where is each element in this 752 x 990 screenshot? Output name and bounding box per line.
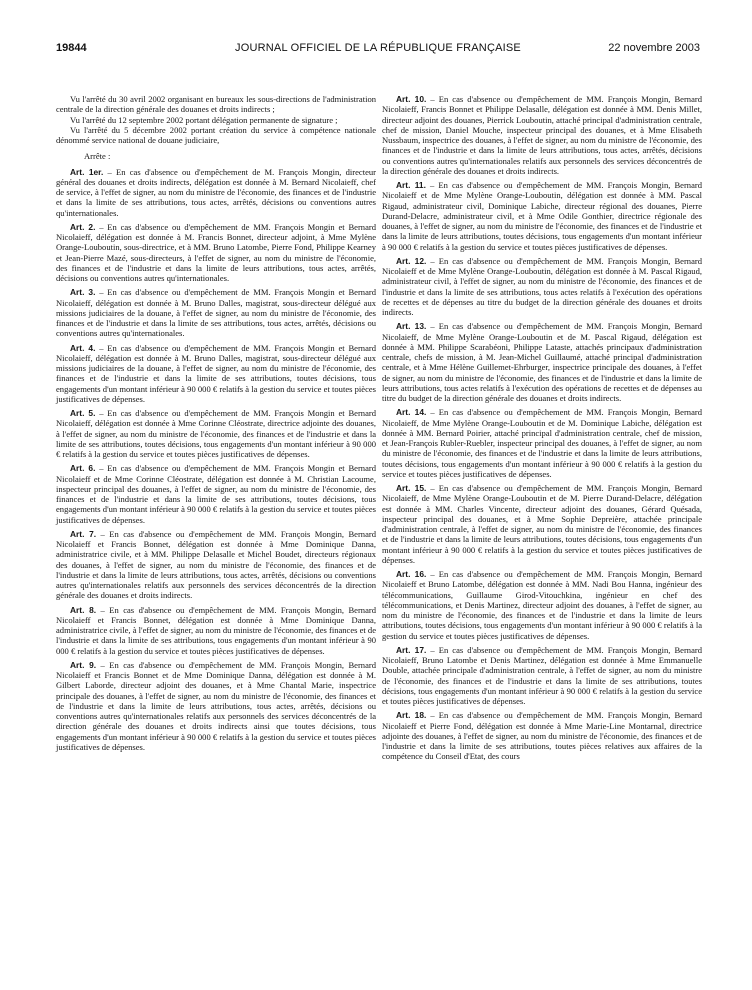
article-label: Art. 4. — [70, 342, 96, 353]
article-paragraph: Art. 18. – En cas d'absence ou d'empêchement de MM. François Mongin, Bernard Nicolaieff et Pierre Fond, délégation est donnée à Mme Marie-Line Montarnal, directrice adjointe des douanes, à l'effet de signer, au nom du ministre de l'économie, des finances et de l'industrie et dans la limite de ses attributions, toutes pièces relatives aux affaires de la compétence du Conseil d'Etat, des cours — [382, 710, 702, 762]
article-label: Art. 3. — [70, 287, 96, 298]
article-paragraph: Art. 17. – En cas d'absence ou d'empêchement de MM. François Mongin, Bernard Nicolaieff, Bruno Latombe et Denis Martinez, délégation est donnée à Mme Emmanuelle Double, attachée principale d'administration centrale, à l'effet de signer, au nom du ministre de l'économie, des finances et de l'industrie et dans la limite de ses attributions, toutes décisions, tous engagements d'un montant inférieur à 90 000 € relatifs à la gestion du service et toutes pièces justificatives de dépenses. — [382, 644, 702, 706]
article-paragraph: Art. 2. – En cas d'absence ou d'empêchement de MM. François Mongin et Bernard Nicolaieff, délégation est donnée à M. Francis Bonnet, directeur adjoint, à Mme Mylène Orange-Louboutin, sous-directrice, et à MM. Bruno Latombe, Pierre Fond, Philippe Kearney et Jean-Pierre Mazé, sous-directeurs, à l'effet de signer, au nom du ministre de l'économie, des finances et de l'industrie et dans la limite de leurs attributions, tous actes, arrêtés, décisions ou conventions autres qu'internationales. — [56, 221, 376, 283]
page-number: 19844 — [56, 42, 87, 54]
article-paragraph: Art. 11. – En cas d'absence ou d'empêchement de MM. François Mongin, Bernard Nicolaieff et de Mme Mylène Orange-Louboutin, délégation est donnée à MM. Pascal Rigaud, administrateur civil, Dominique Labiche, directeur régional des douanes, Pierre Durand-Delacre, administrateur civil, et à Mme Odile Gonthier, directrice régionale des douanes, à l'effet de signer, au nom du ministre de l'économie, des finances et de l'industrie et dans la limite de leurs attributions, toutes décisions, tous engagements d'un montant inférieur à 90 000 € relatifs à la gestion du service et toutes pièces justificatives de dépenses. — [382, 180, 702, 252]
article-label: Art. 17. — [396, 644, 427, 655]
article-paragraph: Art. 10. – En cas d'absence ou d'empêchement de MM. François Mongin, Bernard Nicolaieff, Francis Bonnet et Philippe Delasalle, délégation est donnée à MM. Denis Millet, directeur adjoint des douanes, Pierrick Louboutin, attaché principal d'administration centrale, chef de mission, Daniel Mouche, inspecteur principal des douanes, et à Mme Elisabeth Nussbaum, inspectrice des douanes, à l'effet de signer, au nom du ministre de l'économie, des finances et de l'industrie et dans la limite de leurs attributions, tous actes, arrêtés, décisions ou conventions autres qu'internationales relatifs aux personnels des services déconcentrés de la direction générale des douanes et droits indirects. — [382, 94, 702, 176]
visa-paragraph: Vu l'arrêté du 5 décembre 2002 portant création du service à compétence nationale dénommé service national de douane judiciaire, — [56, 124, 376, 145]
article-paragraph: Art. 12. – En cas d'absence ou d'empêchement de MM. François Mongin, Bernard Nicolaieff et de Mme Mylène Orange-Louboutin, délégation est donnée à M. Pascal Rigaud, administrateur civil, à l'effet de signer, au nom du ministre de l'économie, des finances et de l'industrie et dans la limite de ses attributions, tous actes relatifs à l'exécution des opérations de recettes et de dépenses au titre du budget de la direction générale des douanes et droits indirects. — [382, 255, 702, 317]
article-label: Art. 10. — [396, 94, 427, 104]
left-column — [56, 94, 376, 756]
visa-paragraph: Vu l'arrêté du 30 avril 2002 organisant en bureaux les sous-directions de l'administration centrale de la direction générale des douanes et droits indirects ; — [56, 94, 376, 115]
article-text: En cas d'absence ou d'empêchement de MM. François Mongin, Bernard Nicolaieff et de Mme Mylène Orange-Louboutin, délégation est donnée à M. Pascal Rigaud, administrateur civil, à l'effet de signer, au nom du ministre de l'économie, des finances et de l'industrie et dans la limite de ses attributions, tous actes relatifs à l'exécution des opérations de recettes et de dépenses au titre du budget de la direction générale des douanes et droits indirects. — [382, 255, 702, 317]
article-label: Art. 5. — [70, 408, 96, 418]
running-head — [56, 42, 700, 58]
article-label: Art. 1er. — [70, 166, 104, 177]
article-label: Art. 9. — [70, 659, 97, 670]
article-text: En cas d'absence ou d'empêchement de MM. François Mongin, Bernard Nicolaieff, de Mme Mylène Orange-Louboutin et de M. Pascal Rigaud, délégation est donnée à MM. Philippe Scarabéoni, Philippe Lataste, attachés principaux d'administration centrale, chefs de mission, à M. Jean-Michel Guillaumé, attaché principal d'administration centrale, et à Mme Hélène Guillemet-Ehrburger, inspectrice principale des douanes, à l'effet de signer, au nom du ministre de l'économie, des finances et de l'industrie et dans la limite de leurs attributions, tous actes relatifs à l'exécution des opérations de recettes et de dépenses au titre du budget de la direction générale des douanes et droits indirects. — [382, 321, 702, 403]
article-paragraph: Art. 5. – En cas d'absence ou d'empêchement de MM. François Mongin et Bernard Nicolaieff, délégation est donnée à Mme Corinne Cléostrate, directrice adjointe des douanes, à l'effet de signer, au nom du ministre de l'économie, des finances et de l'industrie et dans la limite de ses attributions, toutes décisions, tous engagements d'un montant inférieur à 90 000 € relatifs à la gestion du service et toutes pièces justificatives de dépenses. — [56, 408, 376, 459]
article-paragraph: Art. 14. – En cas d'absence ou d'empêchement de MM. François Mongin, Bernard Nicolaieff, de Mme Mylène Orange-Louboutin et de M. Dominique Labiche, délégation est donnée à MM. Bernard Poirier, attaché principal d'administration centrale, chef de mission, et Jean-François Rubler-Ruebler, inspecteur principal des douanes, à l'effet de signer, au nom du ministre de l'économie, des finances et de l'industrie et dans la limite de leurs attributions, toutes décisions, tous engagements d'un montant inférieur à 90 000 € relatifs à la gestion du service et toutes pièces justificatives de dépenses. — [382, 407, 702, 479]
article-text: En cas d'absence ou d'empêchement de MM. François Mongin, Bernard Nicolaieff et de Mme Mylène Orange-Louboutin, délégation est donnée à MM. Pascal Rigaud, administrateur civil, Dominique Labiche, directeur régional des douanes, Pierre Durand-Delacre, administrateur civil, et à Mme Odile Gonthier, directrice régionale des douanes, à l'effet de signer, au nom du ministre de l'économie, des finances et de l'industrie et dans la limite de leurs attributions, toutes décisions, tous engagements d'un montant inférieur à 90 000 € relatifs à la gestion du service et toutes pièces justificatives de dépenses. — [382, 180, 702, 252]
article-paragraph: Art. 3. – En cas d'absence ou d'empêchement de MM. François Mongin et Bernard Nicolaieff, délégation est donnée à M. Bruno Dalles, magistrat, sous-directeur délégué aux missions judiciaires de la douane, à l'effet de signer, au nom du ministre de l'économie, des finances et de l'industrie et dans la limite de ses attributions, tous actes, arrêtés, décisions ou conventions autres qu'internationales. — [56, 287, 376, 339]
article-paragraph: Art. 6. – En cas d'absence ou d'empêchement de MM. François Mongin et Bernard Nicolaieff et de Mme Corinne Cléostrate, délégation est donnée à M. Christian Lacoume, inspecteur principal des douanes, à l'effet de signer, au nom du ministre de l'économie, des finances et de l'industrie et dans la limite de ses attributions, toutes décisions, tous engagements d'un montant inférieur à 90 000 € relatifs à la gestion du service et toutes pièces justificatives de dépenses. — [56, 463, 376, 525]
article-label: Art. 6. — [70, 463, 96, 474]
right-column — [382, 94, 702, 766]
article-text: En cas d'absence ou d'empêchement de MM. François Mongin, Bernard Nicolaieff et Pierre Fond, délégation est donnée à Mme Marie-Line Montarnal, directrice adjointe des douanes, à l'effet de signer, au nom du ministre de l'économie, des finances et de l'industrie et dans la limite de ses attributions, toutes pièces relatives aux affaires de la compétence du Conseil d'Etat, des cours — [382, 710, 702, 762]
article-text: En cas d'absence ou d'empêchement de MM. François Mongin, Bernard Nicolaieff, de Mme Mylène Orange-Louboutin et de M. Dominique Labiche, délégation est donnée à MM. Bernard Poirier, attaché principal d'administration centrale, chef de mission, et Jean-François Rubler-Ruebler, inspecteur principal des douanes, à l'effet de signer, au nom du ministre de l'économie, des finances et de l'industrie et dans la limite de leurs attributions, toutes décisions, tous engagements d'un montant inférieur à 90 000 € relatifs à la gestion du service et toutes pièces justificatives de dépenses. — [382, 407, 702, 479]
article-text: En cas d'absence ou d'empêchement de MM. François Mongin et Bernard Nicolaieff, délégation est donnée à M. Bruno Dalles, magistrat, sous-directeur délégué aux missions judiciaires de la douane, à l'effet de signer, au nom du ministre de l'économie, des finances et de l'industrie et dans la limite de ses attributions, tous actes, arrêtés, décisions ou conventions autres qu'internationales. — [56, 287, 376, 339]
visa-paragraph: Vu l'arrêté du 12 septembre 2002 portant délégation permanente de signature ; — [70, 114, 338, 125]
article-paragraph: Art. 9. – En cas d'absence ou d'empêchement de MM. François Mongin, Bernard Nicolaieff et Francis Bonnet et de Mme Dominique Danna, délégation est donnée à M. Gilbert Laborde, directeur adjoint des douanes, et à Mme Chantal Marie, inspectrice principale des douanes, à l'effet de signer, au nom du ministre de l'économie, des finances et de l'industrie et dans la limite de leurs attributions, tous actes, arrêtés, décisions ou conventions autres qu'internationales relatifs aux personnels des services déconcentrés de la direction générale des douanes et droits indirects ainsi que toutes décisions, tous engagements d'un montant inférieur à 90 000 € relatifs à la gestion du service et toutes pièces justificatives de dépenses. — [56, 659, 376, 752]
article-label: Art. 15. — [396, 483, 427, 493]
article-text: En cas d'absence ou d'empêchement de MM. François Mongin et Bernard Nicolaieff, délégation est donnée à M. Bruno Dalles, magistrat, sous-directeur délégué aux missions judiciaires de la douane, à l'effet de signer, au nom du ministre de l'économie, des finances et de l'industrie et dans la limite de ses attributions, toutes décisions, tous engagements d'un montant inférieur à 90 000 € relatifs à la gestion du service et toutes pièces justificatives de dépenses. — [56, 342, 376, 404]
article-text: En cas d'absence ou d'empêchement de MM. François Mongin, Bernard Nicolaieff, de Mme Mylène Orange-Louboutin et de M. Pierre Durand-Delacre, délégation est donnée à MM. Charles Vincente, directeur adjoint des douanes, Gérard Quésada, inspecteur principal des douanes, et à Mme Sophie Depreière, attachée principale d'administration centrale, à l'effet de signer, au nom du ministre de l'économie, des finances et de l'industrie et dans la limite de leurs attributions, toutes décisions, tous engagements d'un montant inférieur à 90 000 € relatifs à la gestion du service et toutes pièces justificatives de dépenses. — [382, 483, 702, 565]
article-label: Art. 11. — [396, 180, 426, 190]
article-text: En cas d'absence ou d'empêchement de MM. François Mongin et Bernard Nicolaieff et de Mme Corinne Cléostrate, délégation est donnée à M. Christian Lacoume, inspecteur principal des douanes, à l'effet de signer, au nom du ministre de l'économie, des finances et de l'industrie et dans la limite de ses attributions, toutes décisions, tous engagements d'un montant inférieur à 90 000 € relatifs à la gestion du service et toutes pièces justificatives de dépenses. — [56, 463, 376, 525]
issue-date: 22 novembre 2003 — [608, 42, 700, 54]
article-label: Art. 16. — [396, 569, 427, 579]
article-text: En cas d'absence ou d'empêchement de MM. François Mongin et Bernard Nicolaieff, délégation est donnée à M. Francis Bonnet, directeur adjoint, à Mme Mylène Orange-Louboutin, sous-directrice, et à MM. Bruno Latombe, Pierre Fond, Philippe Kearney et Jean-Pierre Mazé, sous-directeurs, à l'effet de signer, au nom du ministre de l'économie, des finances et de l'industrie et dans la limite de leurs attributions, tous actes, arrêtés, décisions ou conventions autres qu'internationales. — [56, 221, 376, 283]
article-text: En cas d'absence ou d'empêchement de MM. François Mongin, Bernard Nicolaieff et Bruno Latombe, délégation est donnée à MM. Nadi Bou Hanna, ingénieur des télécommunications, Guillaume Girod-Vitouchkina, ingénieur en chef des télécommunications, et Denis Martinez, directeur adjoint des douanes, à l'effet de signer, au nom du ministre de l'économie, des finances et de l'industrie et dans la limite de leurs attributions, toutes décisions, tous engagements d'un montant inférieur à 90 000 € relatifs à la gestion du service et toutes pièces justificatives de dépenses. — [382, 569, 702, 641]
article-text: En cas d'absence ou d'empêchement de MM. François Mongin, Bernard Nicolaieff et Francis Bonnet, délégation est donnée à Mme Dominique Danna, administratrice civile, et à MM. Philippe Delasalle et Michel Boudet, directeurs régionaux des douanes, à l'effet de signer, au nom du ministre de l'économie, des finances et de l'industrie et dans la limite de leurs attributions, tous actes, arrêtés, décisions ou conventions autres qu'internationales relatifs aux personnels des services déconcentrés de la direction générale des douanes et droits indirects. — [56, 528, 376, 601]
article-text: En cas d'absence ou d'empêchement de MM. François Mongin, Bernard Nicolaieff, Francis Bonnet et Philippe Delasalle, délégation est donnée à MM. Denis Millet, directeur adjoint des douanes, Pierrick Louboutin, attaché principal d'administration centrale, chef de mission, Daniel Mouche, inspecteur principal des douanes, et à Mme Elisabeth Nussbaum, inspectrice des douanes, à l'effet de signer, au nom du ministre de l'économie, des finances et de l'industrie et dans la limite de leurs attributions, tous actes, arrêtés, décisions ou conventions autres qu'internationales relatifs aux personnels des services déconcentrés de la direction générale des douanes et droits indirects. — [382, 94, 702, 176]
article-paragraph: Art. 4. – En cas d'absence ou d'empêchement de MM. François Mongin et Bernard Nicolaieff, délégation est donnée à M. Bruno Dalles, magistrat, sous-directeur délégué aux missions judiciaires de la douane, à l'effet de signer, au nom du ministre de l'économie, des finances et de l'industrie et dans la limite de ses attributions, toutes décisions, tous engagements d'un montant inférieur à 90 000 € relatifs à la gestion du service et toutes pièces justificatives de dépenses. — [56, 342, 376, 404]
article-label: Art. 13. — [396, 321, 427, 332]
article-paragraph: Art. 13. – En cas d'absence ou d'empêchement de MM. François Mongin, Bernard Nicolaieff, de Mme Mylène Orange-Louboutin et de M. Pascal Rigaud, délégation est donnée à MM. Philippe Scarabéoni, Philippe Lataste, attachés principaux d'administration centrale, chefs de mission, à M. Jean-Michel Guillaumé, attaché principal d'administration centrale, et à Mme Hélène Guillemet-Ehrburger, inspectrice principale des douanes, à l'effet de signer, au nom du ministre de l'économie, des finances et de l'industrie et dans la limite de leurs attributions, tous actes relatifs à l'exécution des opérations de recettes et de dépenses au titre du budget de la direction générale des douanes et droits indirects. — [382, 321, 702, 403]
article-label: Art. 18. — [396, 710, 427, 721]
article-paragraph: Art. 8. – En cas d'absence ou d'empêchement de MM. François Mongin, Bernard Nicolaieff et Francis Bonnet, délégation est donnée à Mme Dominique Danna, administratrice civile, à l'effet de signer, au nom du ministre de l'économie, des finances et de l'industrie et dans la limite de ses attributions, tous engagements d'un montant inférieur à 90 000 € relatifs à la gestion du service et toutes pièces justificatives de dépenses. — [56, 604, 376, 656]
article-text: En cas d'absence ou d'empêchement de MM. François Mongin, Bernard Nicolaieff et Francis Bonnet et de Mme Dominique Danna, délégation est donnée à M. Gilbert Laborde, directeur adjoint des douanes, et à Mme Chantal Marie, inspectrice principale des douanes, à l'effet de signer, au nom du ministre de l'économie, des finances et de l'industrie et dans la limite de leurs attributions, tous actes, arrêtés, décisions ou conventions autres qu'internationales relatifs aux personnels des services déconcentrés de la direction générale des douanes et droits indirects ainsi que toutes décisions, tous engagements d'un montant inférieur à 90 000 € relatifs à la gestion du service et toutes pièces justificatives de dépenses. — [56, 659, 376, 752]
article-text: En cas d'absence ou d'empêchement de MM. François Mongin, Bernard Nicolaieff, Bruno Latombe et Denis Martinez, délégation est donnée à Mme Emmanuelle Double, attachée principale d'administration centrale, à l'effet de signer, au nom du ministre de l'économie, des finances et de l'industrie et dans la limite de ses attributions, toutes décisions, tous engagements d'un montant inférieur à 90 000 € relatifs à la gestion du service et toutes pièces justificatives de dépenses. — [382, 644, 702, 706]
article-paragraph: Art. 15. – En cas d'absence ou d'empêchement de MM. François Mongin, Bernard Nicolaieff, de Mme Mylène Orange-Louboutin et de M. Pierre Durand-Delacre, délégation est donnée à MM. Charles Vincente, directeur adjoint des douanes, Gérard Quésada, inspecteur principal des douanes, et à Mme Sophie Depreière, attachée principale d'administration centrale, à l'effet de signer, au nom du ministre de l'économie, des finances et de l'industrie et dans la limite de leurs attributions, toutes décisions, tous engagements d'un montant inférieur à 90 000 € relatifs à la gestion du service et toutes pièces justificatives de dépenses. — [382, 483, 702, 565]
article-label: Art. 7. — [70, 528, 97, 539]
article-paragraph: Art. 16. – En cas d'absence ou d'empêchement de MM. François Mongin, Bernard Nicolaieff et Bruno Latombe, délégation est donnée à MM. Nadi Bou Hanna, ingénieur des télécommunications, Guillaume Girod-Vitouchkina, ingénieur en chef des télécommunications, et Denis Martinez, directeur adjoint des douanes, à l'effet de signer, au nom du ministre de l'économie, des finances et de l'industrie et dans la limite de leurs attributions, toutes décisions, tous engagements d'un montant inférieur à 90 000 € relatifs à la gestion du service et toutes pièces justificatives de dépenses. — [382, 569, 702, 641]
article-label: Art. 12. — [396, 255, 427, 266]
article-paragraph: Art. 1er. – En cas d'absence ou d'empêchement de M. François Mongin, directeur général des douanes et droits indirects, délégation est donnée à M. Bernard Nicolaieff, chef de service, à l'effet de signer, au nom du ministre de l'économie, des finances et de l'industrie et dans la limite de ses attributions, tous actes, arrêtés, décisions ou conventions autres qu'internationales. — [56, 166, 376, 218]
arrete-heading: Arrête : — [84, 151, 111, 162]
article-label: Art. 2. — [70, 221, 96, 232]
article-text: En cas d'absence ou d'empêchement de MM. François Mongin et Bernard Nicolaieff, délégation est donnée à Mme Corinne Cléostrate, directrice adjointe des douanes, à l'effet de signer, au nom du ministre de l'économie, des finances et de l'industrie et dans la limite de ses attributions, toutes décisions, tous engagements d'un montant inférieur à 90 000 € relatifs à la gestion du service et toutes pièces justificatives de dépenses. — [56, 408, 376, 459]
article-label: Art. 8. — [70, 604, 97, 615]
article-label: Art. 14. — [396, 407, 427, 418]
article-text: En cas d'absence ou d'empêchement de M. François Mongin, directeur général des douanes et droits indirects, délégation est donnée à M. Bernard Nicolaieff, chef de service, à l'effet de signer, au nom du ministre de l'économie, des finances et de l'industrie et dans la limite de ses attributions, tous actes, arrêtés, décisions ou conventions autres qu'internationales. — [56, 166, 376, 218]
article-text: En cas d'absence ou d'empêchement de MM. François Mongin, Bernard Nicolaieff et Francis Bonnet, délégation est donnée à Mme Dominique Danna, administratrice civile, à l'effet de signer, au nom du ministre de l'économie, des finances et de l'industrie et dans la limite de ses attributions, tous engagements d'un montant inférieur à 90 000 € relatifs à la gestion du service et toutes pièces justificatives de dépenses. — [56, 604, 376, 656]
article-paragraph: Art. 7. – En cas d'absence ou d'empêchement de MM. François Mongin, Bernard Nicolaieff et Francis Bonnet, délégation est donnée à Mme Dominique Danna, administratrice civile, et à MM. Philippe Delasalle et Michel Boudet, directeurs régionaux des douanes, à l'effet de signer, au nom du ministre de l'économie, des finances et de l'industrie et dans la limite de leurs attributions, tous actes, arrêtés, décisions ou conventions autres qu'internationales relatifs aux personnels des services déconcentrés de la direction générale des douanes et droits indirects. — [56, 528, 376, 601]
journal-title: JOURNAL OFFICIEL DE LA RÉPUBLIQUE FRANÇAISE — [235, 42, 521, 54]
